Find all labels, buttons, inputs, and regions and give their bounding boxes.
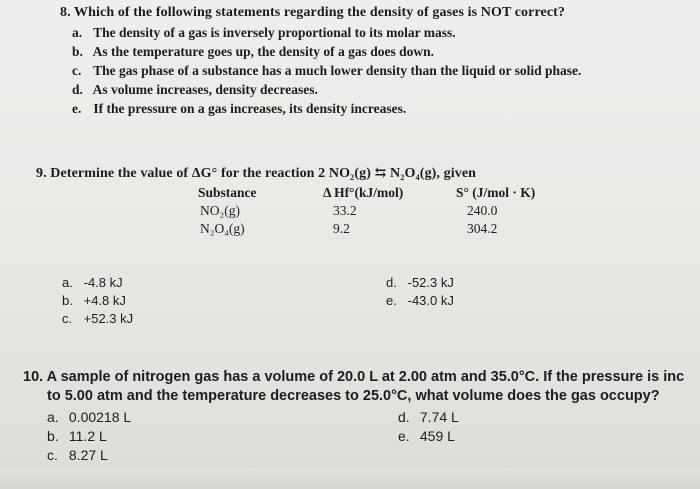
q9-answer-a: a. -4.8 kJ: [62, 275, 123, 290]
table-row-no2-enthalpy: 33.2: [333, 203, 357, 218]
q8-option-a: a. The density of a gas is inversely proportional to its molar mass.: [72, 25, 456, 40]
q10-answer-c: c. 8.27 L: [47, 447, 108, 463]
q9-answer-c: c. +52.3 kJ: [62, 311, 134, 326]
q9-answer-b: b. +4.8 kJ: [62, 293, 126, 308]
q8-option-c: c. The gas phase of a substance has a much lower density than the liquid or solid phase.: [72, 63, 582, 78]
table-row-no2-substance: NO₂(g): [200, 203, 240, 218]
q10-stem-line2: to 5.00 atm and the temperature decreases to 25.0°C, what volume does the gas occupy?: [47, 388, 660, 404]
table-row-n2o4-enthalpy: 9.2: [333, 221, 350, 236]
q10-answer-a: a. 0.00218 L: [47, 409, 132, 425]
q10-answer-b: b. 11.2 L: [47, 428, 107, 444]
q9-answer-e: e. -43.0 kJ: [386, 293, 454, 308]
q8-option-b: b. As the temperature goes up, the density of a gas does down.: [72, 44, 435, 59]
table-row-n2o4-substance: N₂O₄(g): [200, 221, 245, 236]
table-header-enthalpy: Δ Hf°(kJ/mol): [323, 185, 404, 200]
page-bottom-edge: [0, 468, 700, 489]
table-row-no2-entropy: 240.0: [467, 203, 498, 218]
q10-stem-line1: 10. A sample of nitrogen gas has a volume of 20.0 L at 2.00 atm and 35.0°C. If the pressure is inc: [23, 369, 685, 385]
table-row-n2o4-entropy: 304.2: [467, 221, 498, 236]
q8-stem: 8. Which of the following statements regarding the density of gases is NOT correct?: [60, 5, 566, 20]
q10-answer-d: d. 7.74 L: [398, 409, 459, 425]
q10-answer-e: e. 459 L: [398, 428, 455, 444]
q8-option-e: e. If the pressure on a gas increases, its density increases.: [72, 101, 407, 116]
q8-option-d: d. As volume increases, density decreases.: [72, 82, 318, 97]
q9-stem: 9. Determine the value of ΔG° for the reaction 2 NO₂(g) ⇆ N₂O₄(g), given: [36, 166, 477, 181]
q9-answer-d: d. -52.3 kJ: [386, 275, 454, 290]
table-header-substance: Substance: [198, 185, 257, 200]
table-header-entropy: S° (J/mol · K): [456, 185, 536, 200]
